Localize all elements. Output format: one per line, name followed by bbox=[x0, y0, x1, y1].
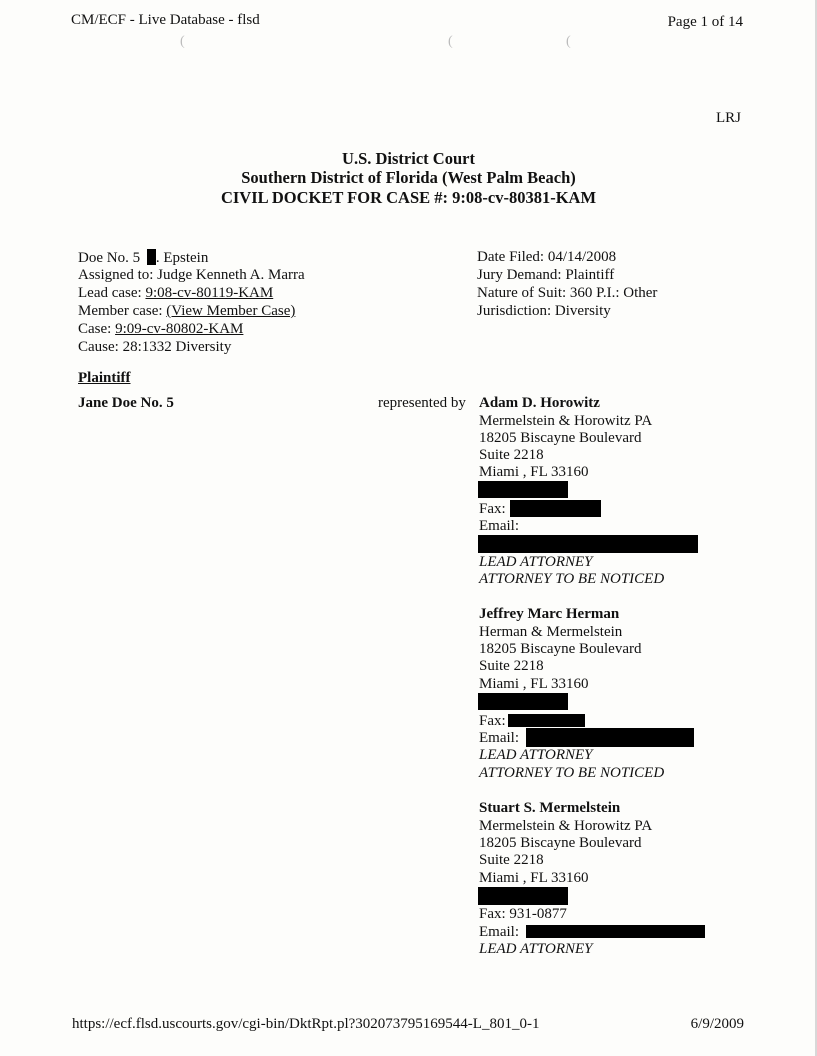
member-case-label: Member case: bbox=[78, 303, 167, 319]
jury-demand: Jury Demand: Plaintiff bbox=[477, 267, 615, 283]
docket-title: CIVIL DOCKET FOR CASE #: 9:08-cv-80381-KAM bbox=[220, 188, 597, 207]
attorney-name: Stuart S. Mermelstein bbox=[479, 800, 621, 816]
redaction-box bbox=[478, 693, 568, 710]
attorney-street: 18205 Biscayne Boulevard bbox=[479, 641, 642, 657]
jurisdiction: Jurisdiction: Diversity bbox=[477, 303, 611, 319]
attorney-suite: Suite 2218 bbox=[479, 447, 544, 463]
attorney-email-label: Email: bbox=[479, 730, 519, 746]
lead-case-row bbox=[78, 285, 273, 302]
print-footer-date: 6/9/2009 bbox=[690, 1016, 744, 1032]
lead-case-link[interactable]: 9:08-cv-80119-KAM bbox=[145, 285, 274, 301]
lead-case-label: Lead case: bbox=[78, 285, 146, 301]
represented-by-label: represented by bbox=[378, 395, 466, 411]
nature-of-suit: Nature of Suit: 360 P.I.: Other bbox=[477, 285, 658, 301]
redaction-box bbox=[478, 481, 568, 498]
attorney-email-label: Email: bbox=[479, 924, 519, 940]
attorney-email-label: Email: bbox=[479, 518, 519, 534]
view-member-case-link[interactable]: (View Member Case) bbox=[166, 303, 296, 319]
attorney-street: 18205 Biscayne Boulevard bbox=[479, 835, 642, 851]
attorney-firm: Herman & Mermelstein bbox=[479, 624, 623, 640]
cause: Cause: 28:1332 Diversity bbox=[78, 339, 232, 355]
attorney-street: 18205 Biscayne Boulevard bbox=[479, 430, 642, 446]
date-filed: Date Filed: 04/14/2008 bbox=[477, 249, 617, 265]
assigned-judge: Assigned to: Judge Kenneth A. Marra bbox=[78, 267, 305, 283]
redaction-box bbox=[508, 714, 585, 727]
member-case-row bbox=[78, 303, 295, 320]
redaction-box bbox=[510, 500, 601, 517]
attorney-notice: ATTORNEY TO BE NOTICED bbox=[479, 765, 665, 781]
scan-mark: ( bbox=[180, 34, 185, 49]
scan-mark: ( bbox=[566, 34, 571, 49]
attorney-notice: ATTORNEY TO BE NOTICED bbox=[479, 571, 665, 587]
redaction-box bbox=[147, 249, 156, 265]
redaction-box bbox=[526, 925, 705, 938]
print-header-left: CM/ECF - Live Database - flsd bbox=[71, 12, 260, 28]
tag-initials: LRJ bbox=[715, 110, 741, 126]
attorney-firm: Mermelstein & Horowitz PA bbox=[479, 818, 653, 834]
attorney-city: Miami , FL 33160 bbox=[479, 870, 589, 886]
attorney-city: Miami , FL 33160 bbox=[479, 676, 589, 692]
attorney-suite: Suite 2218 bbox=[479, 852, 544, 868]
redaction-box bbox=[478, 535, 698, 553]
attorney-fax: Fax: 931-0877 bbox=[479, 906, 567, 922]
attorney-name: Adam D. Horowitz bbox=[479, 395, 600, 411]
attorney-firm: Mermelstein & Horowitz PA bbox=[479, 413, 653, 429]
redaction-box bbox=[526, 728, 694, 747]
attorney-name: Jeffrey Marc Herman bbox=[479, 606, 620, 622]
attorney-role: LEAD ATTORNEY bbox=[479, 747, 593, 763]
party-name: Jane Doe No. 5 bbox=[78, 395, 174, 411]
court-name: U.S. District Court bbox=[342, 149, 475, 168]
attorney-role: LEAD ATTORNEY bbox=[479, 941, 593, 957]
attorney-role: LEAD ATTORNEY bbox=[479, 554, 593, 570]
case-row bbox=[78, 321, 243, 338]
print-footer-url: https://ecf.flsd.uscourts.gov/cgi-bin/DktRpt.pl?302073795169544-L_801_0-1 bbox=[72, 1016, 540, 1032]
redaction-box bbox=[478, 887, 568, 905]
attorney-fax: Fax: bbox=[479, 501, 506, 517]
attorney-suite: Suite 2218 bbox=[479, 658, 544, 674]
caption-defendant: . Epstein bbox=[155, 250, 209, 266]
scan-mark: ( bbox=[448, 34, 453, 49]
court-division: Southern District of Florida (West Palm Beach) bbox=[241, 168, 576, 187]
print-header-page: Page 1 of 14 bbox=[667, 14, 743, 30]
attorney-fax: Fax: bbox=[479, 713, 506, 729]
case-label: Case: bbox=[78, 321, 116, 337]
member-case-number-link[interactable]: 9:09-cv-80802-KAM bbox=[115, 321, 244, 337]
party-heading: Plaintiff bbox=[78, 370, 131, 386]
case-caption bbox=[78, 249, 208, 267]
caption-plaintiff: Doe No. 5 bbox=[78, 250, 141, 266]
attorney-city: Miami , FL 33160 bbox=[479, 464, 589, 480]
